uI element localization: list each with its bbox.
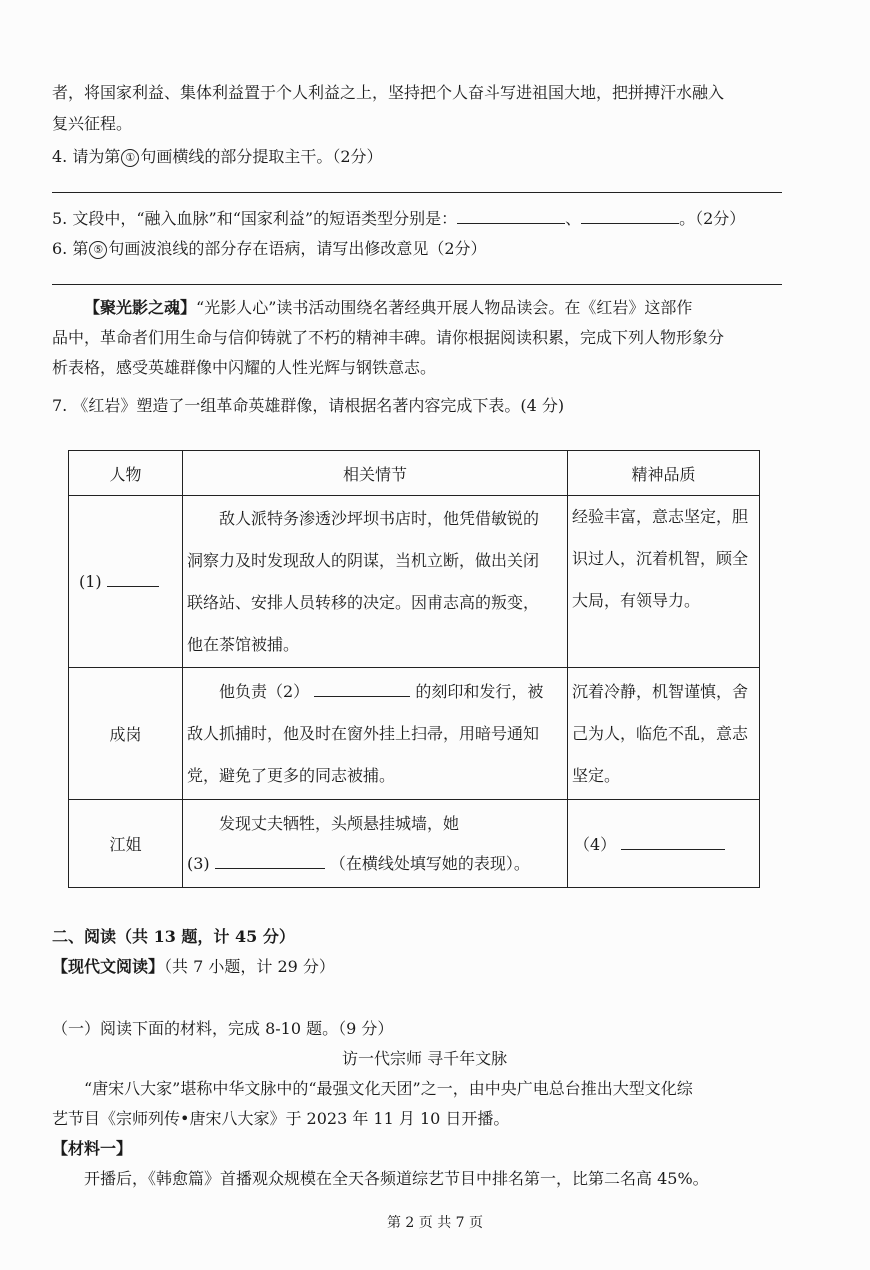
- row3-plot-line-2: [187, 844, 563, 884]
- section-guang-tag: 【聚光影之魂】: [84, 298, 197, 317]
- q6-prefix: 6. 第: [52, 239, 89, 258]
- row1-plot-line: 联络站、安排人员转移的决定。因甫志高的叛变，: [187, 592, 540, 612]
- intro-line-2: 复兴征程。: [52, 114, 133, 133]
- section-guang-line-1: [84, 295, 692, 318]
- section-guang-text-1: “光影人心”读书活动围绕名著经典开展人物品读会。在《红岩》这部作: [196, 298, 693, 317]
- row3-quality-cell: [568, 800, 760, 888]
- table-row: [69, 668, 760, 800]
- header-quality: 精神品质: [568, 451, 760, 496]
- modern-reading-heading: [52, 954, 335, 977]
- table-row: [69, 800, 760, 888]
- row3-plot-prefix: (3): [187, 853, 210, 873]
- q5-text: 5. 文段中，“融入血脉”和“国家利益”的短语类型分别是：: [52, 209, 458, 228]
- row3-plot-blank[interactable]: [215, 854, 325, 869]
- row3-plot-line-1: 发现丈夫牺牲，头颅悬挂城墙，她: [219, 813, 460, 833]
- row2-plot-cell: [183, 668, 568, 800]
- row2-plot-a: 他负责（2）: [219, 681, 310, 701]
- row2-plot-blank[interactable]: [314, 682, 410, 697]
- row2-plot-line: 党，避免了更多的同志被捕。: [187, 765, 396, 785]
- row1-person-blank[interactable]: [107, 572, 159, 587]
- q5-answer-blank-1[interactable]: [457, 209, 565, 224]
- row1-plot-line: 他在茶馆被捕。: [187, 634, 300, 654]
- section-guang-line-2: 品中，革命者们用生命与信仰铸就了不朽的精神丰碑。请你根据阅读积累，完成下列人物形象分: [52, 328, 725, 347]
- question-7: 7. 《红岩》塑造了一组革命英雄群像，请根据名著内容完成下表。(4 分): [52, 396, 565, 415]
- question-6: [52, 236, 487, 259]
- question-4: [52, 144, 383, 167]
- row2-quality-cell: [568, 668, 760, 800]
- row2-plot-line-1: [187, 671, 563, 713]
- row1-plot-cell: [183, 496, 568, 668]
- row3-quality-label: （4）: [574, 835, 617, 854]
- modern-reading-text: （共 7 小题，计 29 分）: [164, 957, 335, 976]
- row2-quality-line: 坚定。: [572, 765, 621, 785]
- section-guang-line-3: 析表格，感受英雄群像中闪耀的人性光辉与钢铁意志。: [52, 358, 437, 377]
- material-1-heading: 【材料一】: [52, 1139, 133, 1158]
- intro-line-1: 者，将国家利益、集体利益置于个人利益之上，坚持把个人奋斗写进祖国大地，把拼搏汗水融入: [52, 83, 725, 102]
- part-1-instruction: （一）阅读下面的材料，完成 8-10 题。（9 分）: [52, 1019, 394, 1038]
- article-paragraph-2: 开播后，《韩愈篇》首播观众规模在全天各频道综艺节目中排名第一，比第二名高 45%。: [84, 1169, 709, 1188]
- row1-quality-line: 大局，有领导力。: [572, 591, 701, 610]
- circled-number-5: ⑤: [89, 241, 107, 259]
- row2-plot-b: 的刻印和发行，被: [415, 681, 544, 701]
- row2-person-cell: 成岗: [69, 668, 183, 800]
- row1-plot-line: 洞察力及时发现敌人的阴谋，当机立断，做出关闭: [187, 550, 540, 570]
- row1-quality-line: 识过人，沉着机智，顾全: [572, 549, 749, 568]
- row3-plot-cell: [183, 800, 568, 888]
- section-2-title: 二、阅读（共 13 题，计 45 分）: [52, 927, 295, 946]
- row2-plot-line: 敌人抓捕时，他及时在窗外挂上扫帚，用暗号通知: [187, 723, 540, 743]
- table-row: [69, 496, 760, 668]
- question-5: [52, 206, 745, 229]
- row1-quality-cell: [568, 496, 760, 668]
- article-paragraph-1-line-2: 艺节目《宗师列传•唐宋八大家》于 2023 年 11 月 10 日开播。: [52, 1109, 510, 1128]
- row1-person-cell: [69, 496, 183, 668]
- table-header-row: [69, 451, 760, 496]
- page-number: 第 2 页 共 7 页: [386, 1215, 484, 1231]
- q4-prefix: 4. 请为第: [52, 147, 121, 166]
- character-table: [68, 450, 760, 888]
- article-title: 访一代宗师 寻千年文脉: [342, 1049, 508, 1068]
- article-paragraph-1-line-1: “唐宋八大家”堪称中华文脉中的“最强文化天团”之一，由中央广电总台推出大型文化综: [84, 1079, 693, 1098]
- row1-person-label: (1): [79, 572, 102, 591]
- row2-quality-line: 己为人，临危不乱，意志: [572, 723, 749, 743]
- q6-answer-line[interactable]: [52, 284, 782, 285]
- circled-number-1: ①: [121, 149, 139, 167]
- q5-separator: 、: [565, 209, 582, 228]
- q4-suffix: 句画横线的部分提取主干。（2分）: [140, 147, 383, 166]
- row2-quality-line: 沉着冷静，机智谨慎，舍: [572, 681, 749, 701]
- row3-quality-blank[interactable]: [621, 835, 725, 850]
- row3-person-cell: 江姐: [69, 800, 183, 888]
- modern-reading-tag: 【现代文阅读】: [52, 957, 165, 976]
- row1-plot-line: 敌人派特务渗透沙坪坝书店时，他凭借敏锐的: [219, 508, 540, 528]
- q4-answer-line[interactable]: [52, 192, 782, 193]
- header-plot: 相关情节: [183, 451, 568, 496]
- row3-plot-suffix: （在横线处填写她的表现）。: [329, 853, 530, 873]
- row1-quality-line: 经验丰富，意志坚定，胆: [572, 507, 749, 526]
- q5-answer-blank-2[interactable]: [581, 209, 679, 224]
- q5-end: 。（2分）: [679, 209, 746, 228]
- header-person: 人物: [69, 451, 183, 496]
- q6-suffix: 句画波浪线的部分存在语病，请写出修改意见（2分）: [108, 239, 487, 258]
